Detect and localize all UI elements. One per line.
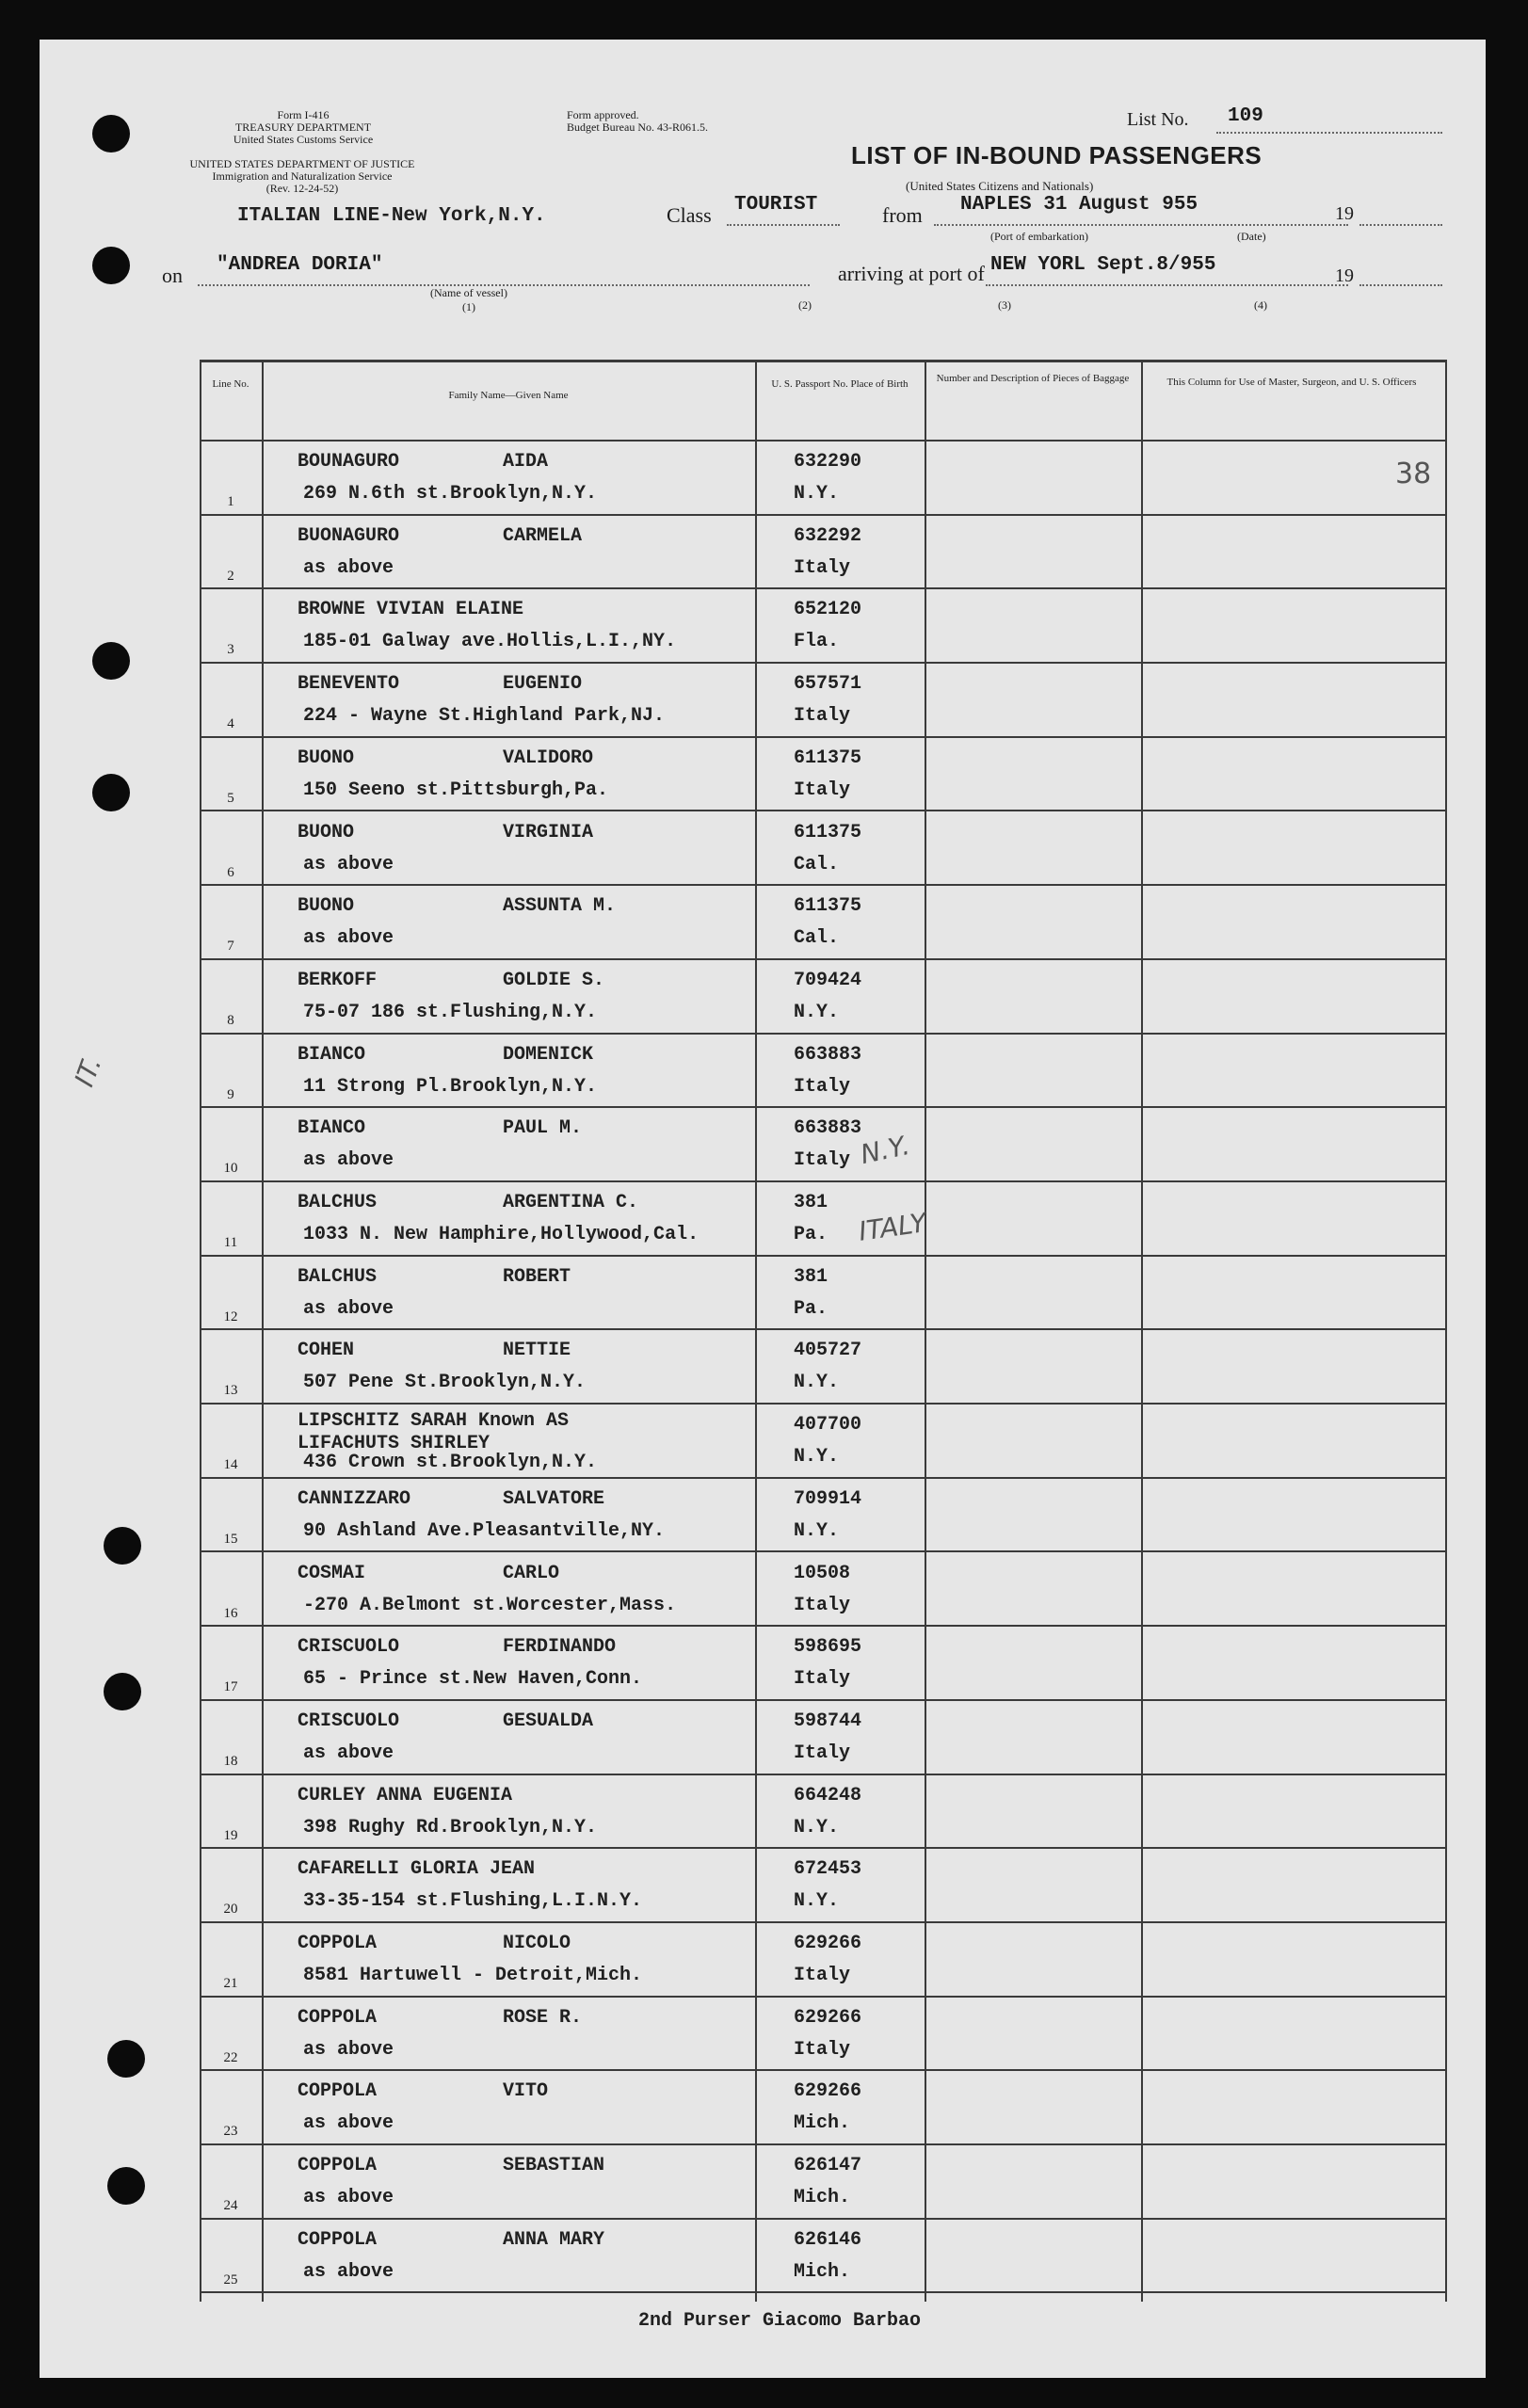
page-title: LIST OF IN-BOUND PASSENGERS bbox=[851, 141, 1263, 169]
given-name: ROBERT bbox=[503, 1265, 571, 1288]
table-row bbox=[200, 812, 1447, 885]
table-row bbox=[200, 1701, 1447, 1774]
place-of-birth: Italy bbox=[794, 1742, 851, 1764]
justice-dept: UNITED STATES DEPARTMENT OF JUSTICE bbox=[189, 157, 415, 170]
place-of-birth: N.Y. bbox=[794, 1001, 840, 1023]
address: 185-01 Galway ave.Hollis,L.I.,NY. bbox=[303, 631, 677, 653]
address: 90 Ashland Ave.Pleasantville,NY. bbox=[303, 1519, 666, 1542]
dotted-rule bbox=[727, 224, 840, 226]
place-of-birth: Italy bbox=[794, 1075, 851, 1098]
table-row bbox=[200, 1405, 1447, 1477]
passport-number: 632290 bbox=[794, 451, 862, 473]
purser-signature: 2nd Purser Giacomo Barbao bbox=[638, 2310, 922, 2332]
passport-number: 626146 bbox=[794, 2228, 862, 2251]
given-name: EUGENIO bbox=[503, 673, 583, 696]
given-name: NICOLO bbox=[503, 1933, 571, 1954]
family-name: CRISCUOLO bbox=[298, 1636, 400, 1659]
dotted-rule bbox=[986, 284, 1348, 286]
line-number: 18 bbox=[223, 1753, 238, 1769]
place-of-birth: N.Y. bbox=[794, 1519, 840, 1542]
given-name: FERDINANDO bbox=[503, 1636, 617, 1659]
address: as above bbox=[303, 1297, 394, 1320]
table-row bbox=[200, 1775, 1447, 1848]
place-of-birth: Italy bbox=[794, 779, 851, 801]
table-row bbox=[200, 960, 1447, 1033]
address: 11 Strong Pl.Brooklyn,N.Y. bbox=[303, 1075, 598, 1098]
approved-line: Form approved. bbox=[567, 108, 639, 121]
binder-hole bbox=[107, 2167, 145, 2205]
col-header-baggage: Number and Description of Pieces of Baggage bbox=[936, 373, 1130, 384]
place-of-birth: Italy bbox=[794, 705, 851, 728]
family-name: CURLEY ANNA EUGENIA bbox=[298, 1784, 513, 1806]
family-name: CANNIZZARO bbox=[298, 1487, 411, 1510]
passport-number: 664248 bbox=[794, 1784, 862, 1806]
family-name: COPPOLA bbox=[298, 2080, 378, 2103]
handwritten-note-row10: N.Y. bbox=[858, 1129, 913, 1171]
address: 1033 N. New Hamphire,Hollywood,Cal. bbox=[303, 1224, 700, 1245]
given-name: ARGENTINA C. bbox=[503, 1192, 639, 1213]
table-row bbox=[200, 1330, 1447, 1403]
col-caption-4: (4) bbox=[1254, 298, 1267, 312]
place-of-birth: Pa. bbox=[794, 1297, 828, 1320]
passport-number: 381 bbox=[794, 1192, 828, 1213]
table-row bbox=[200, 1182, 1447, 1255]
family-name: COHEN bbox=[298, 1340, 355, 1362]
given-name: NETTIE bbox=[503, 1340, 571, 1362]
line-number: 6 bbox=[227, 864, 234, 880]
year-prefix: 19 bbox=[1335, 265, 1354, 286]
address: as above bbox=[303, 2187, 394, 2209]
passport-number: 709914 bbox=[794, 1487, 862, 1510]
family-name: COPPOLA bbox=[298, 2006, 378, 2029]
shipping-line: ITALIAN LINE-New York,N.Y. bbox=[237, 205, 546, 227]
family-name: CRISCUOLO bbox=[298, 1710, 400, 1732]
given-name: SALVATORE bbox=[503, 1487, 605, 1510]
form-approval bbox=[567, 109, 708, 134]
place-of-birth: Mich. bbox=[794, 2187, 851, 2209]
given-name: SEBASTIAN bbox=[503, 2155, 605, 2177]
address: as above bbox=[303, 2260, 394, 2283]
line-number: 23 bbox=[223, 2124, 238, 2140]
embarkation-caption: (Port of embarkation) bbox=[990, 230, 1088, 243]
given-name: CARMELA bbox=[503, 524, 583, 547]
passport-number: 629266 bbox=[794, 1933, 862, 1954]
given-name: VALIDORO bbox=[503, 746, 594, 769]
passport-number: 407700 bbox=[794, 1414, 862, 1437]
table-row bbox=[200, 1923, 1447, 1996]
table-row bbox=[200, 1849, 1447, 1921]
list-number-value: 109 bbox=[1228, 105, 1263, 127]
margin-mark: IT. bbox=[68, 1052, 108, 1091]
binder-hole bbox=[92, 642, 130, 680]
table-row bbox=[200, 2220, 1447, 2292]
handwritten-note-row11: ITALY bbox=[857, 1207, 928, 1247]
line-number: 11 bbox=[223, 1235, 238, 1250]
family-name: BALCHUS bbox=[298, 1265, 378, 1288]
table-row bbox=[200, 516, 1447, 588]
address: as above bbox=[303, 2112, 394, 2135]
given-name: VIRGINIA bbox=[503, 821, 594, 843]
form-revision: (Rev. 12-24-52) bbox=[265, 182, 339, 195]
address: as above bbox=[303, 853, 394, 875]
from-label: from bbox=[882, 203, 923, 227]
binder-hole bbox=[107, 2040, 145, 2078]
address: 398 Rughy Rd.Brooklyn,N.Y. bbox=[303, 1816, 598, 1838]
table-row bbox=[200, 2145, 1447, 2218]
place-of-birth: N.Y. bbox=[794, 1372, 840, 1394]
place-of-birth: Cal. bbox=[794, 927, 840, 950]
address: -270 A.Belmont st.Worcester,Mass. bbox=[303, 1594, 677, 1616]
given-name: CARLO bbox=[503, 1562, 560, 1584]
passport-number: 405727 bbox=[794, 1340, 862, 1362]
line-number: 4 bbox=[227, 716, 234, 732]
document-page bbox=[40, 40, 1486, 2378]
passport-number: 663883 bbox=[794, 1043, 862, 1066]
place-of-birth: Italy bbox=[794, 2038, 851, 2061]
table-row bbox=[200, 2071, 1447, 2143]
binder-hole bbox=[104, 1527, 141, 1565]
line-number: 9 bbox=[227, 1086, 234, 1102]
class-value: TOURIST bbox=[734, 194, 818, 216]
line-number: 12 bbox=[223, 1308, 238, 1324]
dotted-rule bbox=[1216, 132, 1442, 134]
family-name: COPPOLA bbox=[298, 2228, 378, 2251]
passport-number: 598695 bbox=[794, 1636, 862, 1659]
dotted-rule bbox=[1359, 224, 1442, 226]
family-name: COPPOLA bbox=[298, 2155, 378, 2177]
line-number: 24 bbox=[223, 2198, 238, 2214]
address: 436 Crown st.Brooklyn,N.Y. bbox=[303, 1452, 598, 1474]
line-number: 22 bbox=[223, 2049, 238, 2065]
family-name: BALCHUS bbox=[298, 1192, 378, 1213]
table-row bbox=[200, 664, 1447, 736]
col-caption-2: (2) bbox=[798, 298, 812, 312]
family-name: BUONO bbox=[298, 746, 355, 769]
line-number: 8 bbox=[227, 1012, 234, 1028]
col-caption-1: (1) bbox=[461, 300, 475, 313]
date-caption: (Date) bbox=[1237, 230, 1266, 243]
ins-service: Immigration and Naturalization Service bbox=[212, 169, 393, 183]
passenger-table bbox=[200, 360, 1447, 2302]
address: 224 - Wayne St.Highland Park,NJ. bbox=[303, 705, 666, 728]
table-row bbox=[200, 886, 1447, 958]
place-of-birth: Mich. bbox=[794, 2112, 851, 2135]
given-name: GOLDIE S. bbox=[503, 969, 605, 991]
family-name-alias: LIFACHUTS SHIRLEY bbox=[298, 1433, 491, 1455]
handwritten-page-count: 38 bbox=[1395, 458, 1432, 490]
table-row bbox=[200, 441, 1447, 514]
place-of-birth: Pa. bbox=[794, 1224, 828, 1245]
row-rule bbox=[200, 2291, 1447, 2293]
place-of-birth: Cal. bbox=[794, 853, 840, 875]
family-name: LIPSCHITZ SARAH Known AS bbox=[298, 1410, 570, 1433]
passport-number: 629266 bbox=[794, 2080, 862, 2103]
line-number: 21 bbox=[223, 1976, 238, 1991]
place-of-birth: Italy bbox=[794, 556, 851, 579]
family-name: BUONO bbox=[298, 821, 355, 843]
line-number: 14 bbox=[223, 1457, 238, 1473]
line-number: 19 bbox=[223, 1827, 238, 1843]
place-of-birth: Fla. bbox=[794, 631, 840, 653]
line-number: 10 bbox=[223, 1161, 238, 1177]
family-name: BUONO bbox=[298, 895, 355, 918]
passport-number: 10508 bbox=[794, 1562, 851, 1584]
table-row bbox=[200, 1479, 1447, 1551]
col-header-line: Line No. bbox=[212, 378, 249, 390]
table-rule bbox=[200, 360, 1447, 362]
family-name: BERKOFF bbox=[298, 969, 378, 991]
line-number: 13 bbox=[223, 1383, 238, 1399]
passport-number: 652120 bbox=[794, 599, 862, 621]
customs-service: United States Customs Service bbox=[233, 133, 374, 146]
family-name: BIANCO bbox=[298, 1117, 366, 1140]
binder-hole bbox=[92, 774, 130, 811]
family-name: BENEVENTO bbox=[298, 673, 400, 696]
binder-hole bbox=[92, 247, 130, 284]
family-name: BOUNAGURO bbox=[298, 451, 400, 473]
family-name: COSMAI bbox=[298, 1562, 366, 1584]
binder-hole bbox=[104, 1673, 141, 1710]
budget-bureau-line: Budget Bureau No. 43-R061.5. bbox=[567, 120, 708, 134]
table-row bbox=[200, 589, 1447, 662]
table-row bbox=[200, 1108, 1447, 1180]
arriving-label: arriving at port of bbox=[838, 262, 985, 285]
place-of-birth: Italy bbox=[794, 1594, 851, 1616]
dotted-rule bbox=[934, 224, 1348, 226]
col-header-passport: U. S. Passport No. Place of Birth bbox=[771, 378, 909, 390]
list-number-label: List No. bbox=[1127, 109, 1189, 130]
address: as above bbox=[303, 927, 394, 950]
class-label: Class bbox=[667, 203, 712, 227]
address: 8581 Hartuwell - Detroit,Mich. bbox=[303, 1965, 643, 1986]
justice-block bbox=[156, 158, 448, 195]
line-number: 5 bbox=[227, 790, 234, 806]
form-number: Form I-416 bbox=[277, 108, 330, 121]
passport-number: 632292 bbox=[794, 524, 862, 547]
family-name: CAFARELLI GLORIA JEAN bbox=[298, 1858, 536, 1881]
arrival-port-date: NEW YORL Sept.8/955 bbox=[990, 254, 1216, 276]
address: 75-07 186 st.Flushing,N.Y. bbox=[303, 1001, 598, 1023]
address: as above bbox=[303, 1149, 394, 1172]
dotted-rule bbox=[1359, 284, 1442, 286]
line-number: 25 bbox=[223, 2272, 238, 2288]
family-name: BIANCO bbox=[298, 1043, 366, 1066]
form-header-block bbox=[200, 109, 407, 146]
line-number: 2 bbox=[227, 568, 234, 584]
address: 150 Seeno st.Pittsburgh,Pa. bbox=[303, 779, 609, 801]
given-name: GESUALDA bbox=[503, 1710, 594, 1732]
family-name: BROWNE VIVIAN ELAINE bbox=[298, 599, 524, 621]
place-of-birth: N.Y. bbox=[794, 1816, 840, 1838]
given-name: VITO bbox=[503, 2080, 549, 2103]
binder-hole bbox=[92, 115, 130, 153]
place-of-birth: N.Y. bbox=[794, 483, 840, 505]
vessel-name: "ANDREA DORIA" bbox=[217, 254, 383, 276]
line-number: 3 bbox=[227, 642, 234, 658]
line-number: 17 bbox=[223, 1679, 238, 1695]
line-number: 20 bbox=[223, 1902, 238, 1918]
passport-number: 709424 bbox=[794, 969, 862, 991]
table-row bbox=[200, 1553, 1447, 1626]
table-row bbox=[200, 1257, 1447, 1329]
address: 269 N.6th st.Brooklyn,N.Y. bbox=[303, 483, 598, 505]
place-of-birth: Italy bbox=[794, 1149, 851, 1172]
line-number: 15 bbox=[223, 1531, 238, 1547]
passport-number: 629266 bbox=[794, 2006, 862, 2029]
passport-number: 611375 bbox=[794, 895, 862, 918]
place-of-birth: N.Y. bbox=[794, 1446, 840, 1469]
on-label: on bbox=[162, 264, 183, 287]
passport-number: 626147 bbox=[794, 2155, 862, 2177]
passport-number: 611375 bbox=[794, 746, 862, 769]
given-name: AIDA bbox=[503, 451, 549, 473]
given-name: PAUL M. bbox=[503, 1117, 583, 1140]
page-subtitle: (United States Citizens and Nationals) bbox=[906, 179, 1094, 193]
given-name: DOMENICK bbox=[503, 1043, 594, 1066]
line-number: 7 bbox=[227, 939, 234, 955]
col-header-name: Family Name—Given Name bbox=[448, 390, 569, 401]
col-header-officers: This Column for Use of Master, Surgeon, and U. S. Officers bbox=[1166, 377, 1417, 388]
place-of-birth: Italy bbox=[794, 1965, 851, 1986]
place-of-birth: Mich. bbox=[794, 2260, 851, 2283]
given-name: ROSE R. bbox=[503, 2006, 583, 2029]
family-name: COPPOLA bbox=[298, 1933, 378, 1954]
table-row bbox=[200, 738, 1447, 811]
year-prefix: 19 bbox=[1335, 203, 1354, 224]
table-row bbox=[200, 1627, 1447, 1699]
treasury-dept: TREASURY DEPARTMENT bbox=[234, 120, 372, 134]
passport-number: 381 bbox=[794, 1265, 828, 1288]
address: as above bbox=[303, 2038, 394, 2061]
address: 507 Pene St.Brooklyn,N.Y. bbox=[303, 1372, 587, 1394]
line-number: 16 bbox=[223, 1605, 238, 1621]
passport-number: 663883 bbox=[794, 1117, 862, 1140]
table-row bbox=[200, 1035, 1447, 1107]
col-caption-3: (3) bbox=[998, 298, 1011, 312]
vessel-caption-text: (Name of vessel) bbox=[430, 286, 507, 299]
passport-number: 657571 bbox=[794, 673, 862, 696]
address: as above bbox=[303, 556, 394, 579]
from-value: NAPLES 31 August 955 bbox=[960, 194, 1198, 216]
passport-number: 611375 bbox=[794, 821, 862, 843]
vessel-caption bbox=[430, 286, 507, 314]
passport-number: 672453 bbox=[794, 1858, 862, 1881]
family-name: BUONAGURO bbox=[298, 524, 400, 547]
given-name: ASSUNTA M. bbox=[503, 895, 617, 918]
table-row bbox=[200, 1998, 1447, 2070]
given-name: ANNA MARY bbox=[503, 2228, 605, 2251]
place-of-birth: Italy bbox=[794, 1668, 851, 1691]
passport-number: 598744 bbox=[794, 1710, 862, 1732]
address: as above bbox=[303, 1742, 394, 1764]
place-of-birth: N.Y. bbox=[794, 1890, 840, 1913]
line-number: 1 bbox=[227, 494, 234, 509]
address: 33-35-154 st.Flushing,L.I.N.Y. bbox=[303, 1890, 643, 1913]
address: 65 - Prince st.New Haven,Conn. bbox=[303, 1668, 643, 1691]
